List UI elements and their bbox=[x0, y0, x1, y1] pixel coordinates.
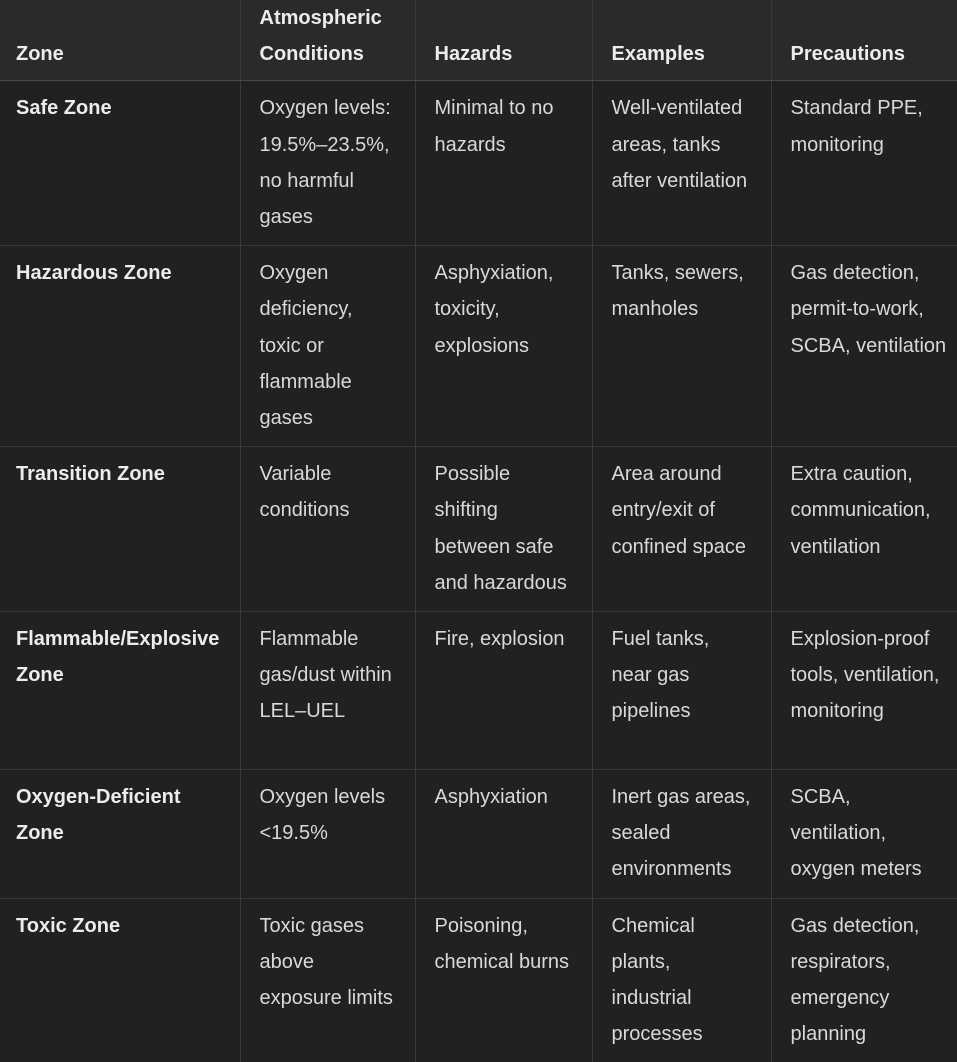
cell-examples: Tanks, sewers, manholes bbox=[592, 246, 771, 447]
cell-zone: Transition Zone bbox=[0, 447, 240, 612]
cell-hazards: Minimal to no hazards bbox=[415, 81, 592, 246]
cell-precautions: Extra caution, communication, ventilation bbox=[771, 447, 957, 612]
table-row bbox=[0, 447, 957, 612]
cell-atmospheric-conditions: Oxygen levels: 19.5%–23.5%, no harmful gases bbox=[240, 81, 415, 246]
cell-zone: Toxic Zone bbox=[0, 898, 240, 1062]
cell-atmospheric-conditions: Variable conditions bbox=[240, 447, 415, 612]
cell-hazards: Poisoning, chemical burns bbox=[415, 898, 592, 1062]
table-row bbox=[0, 612, 957, 770]
cell-zone: Oxygen-Deficient Zone bbox=[0, 770, 240, 899]
cell-examples: Fuel tanks, near gas pipelines bbox=[592, 612, 771, 770]
cell-zone: Flammable/Explosive Zone bbox=[0, 612, 240, 770]
table-row bbox=[0, 81, 957, 246]
cell-precautions: Standard PPE, monitoring bbox=[771, 81, 957, 246]
cell-atmospheric-conditions: Flammable gas/dust within LEL–UEL bbox=[240, 612, 415, 770]
cell-examples: Inert gas areas, sealed environments bbox=[592, 770, 771, 899]
cell-examples: Well-ventilated areas, tanks after ventilation bbox=[592, 81, 771, 246]
table-header bbox=[0, 0, 957, 81]
header-examples: Examples bbox=[592, 0, 771, 81]
cell-precautions: Gas detection, permit-to-work, SCBA, ventilation bbox=[771, 246, 957, 447]
table-row bbox=[0, 246, 957, 447]
cell-zone: Safe Zone bbox=[0, 81, 240, 246]
cell-examples: Area around entry/exit of confined space bbox=[592, 447, 771, 612]
header-precautions: Precautions bbox=[771, 0, 957, 81]
header-zone: Zone bbox=[0, 0, 240, 81]
cell-atmospheric-conditions: Oxygen deficiency, toxic or flammable gases bbox=[240, 246, 415, 447]
table-body bbox=[0, 81, 957, 1062]
table-row bbox=[0, 898, 957, 1062]
header-row bbox=[0, 0, 957, 81]
table-row bbox=[0, 770, 957, 899]
cell-atmospheric-conditions: Toxic gases above exposure limits bbox=[240, 898, 415, 1062]
cell-precautions: Explosion-proof tools, ventilation, monitoring bbox=[771, 612, 957, 770]
cell-hazards: Fire, explosion bbox=[415, 612, 592, 770]
cell-precautions: SCBA, ventilation, oxygen meters bbox=[771, 770, 957, 899]
cell-hazards: Possible shifting between safe and hazardous bbox=[415, 447, 592, 612]
cell-precautions: Gas detection, respirators, emergency planning bbox=[790, 914, 920, 1046]
cell-atmospheric-conditions: Oxygen levels <19.5% bbox=[240, 770, 415, 899]
header-hazards: Hazards bbox=[415, 0, 592, 81]
header-atmospheric-conditions: Atmospheric Conditions bbox=[240, 0, 415, 81]
cell-examples: Chemical plants, industrial processes bbox=[592, 898, 771, 1062]
cell-zone: Hazardous Zone bbox=[0, 246, 240, 447]
cell-hazards: Asphyxiation, toxicity, explosions bbox=[415, 246, 592, 447]
cell-hazards: Asphyxiation bbox=[415, 770, 592, 899]
